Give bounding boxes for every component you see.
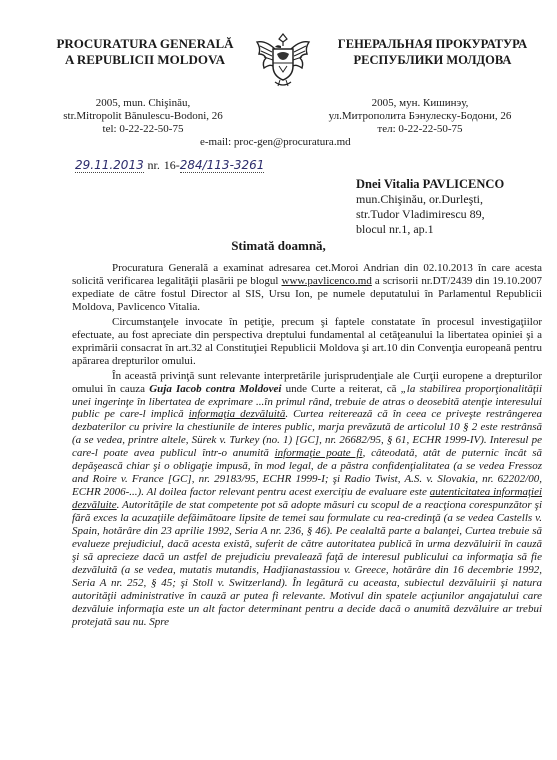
body-paragraph-2: Circumstanţele invocate în petiţie, precum şi faptele constatate în procesul investigaţiilor efectuate, au fost apreciate din perspectiva dreptului fundamental al cetăţeanului la libertatea opiniei şi a exprimării consacrat în art.32 al Constituţiei Republicii Moldova şi art.10 din Convenţia europeană pentru apărarea drepturilor omului. <box>72 315 542 367</box>
address-ru-street: ул.Митрополита Бэнулеску-Бодони, 26 <box>328 110 512 122</box>
institution-name-ro-line2: A REPUBLICII MOLDOVA <box>64 52 226 67</box>
blog-link[interactable]: www.pavlicenco.md <box>281 274 372 287</box>
body-paragraph-1 <box>72 262 542 314</box>
recipient-name: Dnei Vitalia PAVLICENCO <box>356 177 505 191</box>
institution-name-ru-line2: РЕСПУБЛИКИ МОЛДОВА <box>353 53 512 67</box>
quote-part-c: , câteodată, atât de puternic încât să depăşească chiar şi o obligaţie impusă, în mod legal, de a păstra confidenţialitatea (a se vedea Fressoz and Roire v. France [GC], nr. 29183/95, ECHR 1999-I; şi Radio Twist, A.S. v. Slovakia, nr. 62202/00, ECHR 2006-...). Al doilea factor relevant pentru acest exerciţiu de evaluare este <box>72 447 542 499</box>
p1-text-b: a scrisorii nr.DT/2439 din 19.10.2007 expediate de către fostul Director al SIS, Ursu Ion, pe numele deputatului în Parlamentul Republicii Moldova, Pavlicenco Vitalia. <box>72 274 543 313</box>
quote-part-a: „la stabilirea proporţionalităţii unei ingerinţe în libertatea de exprimare ...în primul rând, trebuie de atras o deosebită atenţie interesului public pe care-l implică <box>72 382 543 421</box>
recipient-address-line3: blocul nr.1, ap.1 <box>356 222 434 236</box>
moldova-coat-of-arms-icon <box>254 30 312 92</box>
address-ro-street: str.Mitropolit Bănulescu-Bodoni, 26 <box>63 110 223 122</box>
institution-name-ru-line1: ГЕНЕРАЛЬНАЯ ПРОКУРАТУРА <box>337 37 528 51</box>
case-name: Guja Iacob contra Moldovei <box>149 382 282 395</box>
p1-text-a: Procuratura Generală a examinat adresarea cet.Moroi Andrian din 02.10.2013 în care acesta solicită verificarea legalităţii plasării pe blogul <box>72 262 542 287</box>
quote-underlined-2: informaţie poate fi <box>274 447 363 460</box>
quote-underlined-3: autenticitatea informaţiei dezvăluite <box>72 486 543 512</box>
address-ru-phone: тел: 0-22-22-50-75 <box>377 123 463 135</box>
contact-email: e-mail: proc-gen@procuratura.md <box>200 136 351 148</box>
salutation: Stimată doamnă, <box>231 238 326 253</box>
reference-date: 29.11.2013 <box>75 158 144 172</box>
p3-text-b: unde Curte a reiterat, că <box>281 382 401 395</box>
address-ru-city: 2005, мун. Кишинэу, <box>371 97 469 109</box>
quote-part-d: . Autorităţile de stat competente pot să adopte măsuri cu scopul de a reacţiona corespunzător şi fără exces la acuzaţiile defăimătoare lipsite de temei sau formulate cu rea-credinţă (a se vedea Castells v. Spain, hotărâre din 23 aprilie 1992, Seria A nr. 236, § 46). Pe cealaltă parte a balanţei, Curtea trebuie să evalueze prejudiciul, dacă acesta există, suferit de către autoritatea publică în urma dezvăluirii în cauză şi să aprecieze dacă un astfel de prejudiciu prevalează faţă de interesul publicului ca informaţia să fie dezvăluită (a se vedea, mutatis mutandis, Hadjianastassiou v. Greece, hotărâre din 16 decembrie 1992, Seria A nr. 252, § 45; şi Stoll v. Switzerland). În legătură cu aceasta, subiectul dezvăluirii şi natura autorităţii administrative în cauză ar putea fi relevante. Motivul din spatele acţiunilor angajatului care dezvăluie informaţia este un alt factor determinant pentru a decide dacă o anumită dezvăluire ar trebui protejată sau nu. Spre <box>72 499 542 628</box>
reference-nr-printed: 16- <box>163 158 180 172</box>
recipient-address-line2: str.Tudor Vladimirescu 89, <box>356 207 485 221</box>
reference-nr-handwritten: 284/113-3261 <box>179 158 265 172</box>
letter-body <box>72 262 542 629</box>
institution-name-ro-line1: PROCURATURA GENERALĂ <box>56 36 234 51</box>
document-reference <box>75 158 375 173</box>
address-ro-city: 2005, mun. Chişinău, <box>95 97 191 109</box>
p3-text-a: În această privinţă sunt relevante interpretările jurisprudenţiale ale Curţii europene a drepturilor omului în cauza <box>72 369 542 395</box>
address-ro-phone: tel: 0-22-22-50-75 <box>102 123 184 135</box>
address-ro <box>8 97 278 136</box>
recipient-address-line1: mun.Chişinău, or.Durleşti, <box>356 192 483 206</box>
recipient-block <box>356 177 556 237</box>
address-ru <box>290 97 550 136</box>
quote-part-b: . Curtea reiterează că în ceea ce priveşte restrângerea dezbaterilor cu privire la chestiunile de interes public, marja prevăzută de articolul 10 § 2 este restrânsă (a se vedea, printre altele, Sürek v. Turkey (no. 1) [GC], nr. 26682/95, § 61, ECHR 1999-IV). Interesul pe care-l poate avea publicul într-o anumită <box>72 408 542 460</box>
institution-name-ro <box>40 36 250 68</box>
body-paragraph-3 <box>72 370 542 629</box>
quote-underlined-1: informaţia dezvăluită <box>188 408 286 421</box>
institution-name-ru <box>320 36 545 68</box>
reference-nr-label: nr. <box>147 158 160 172</box>
